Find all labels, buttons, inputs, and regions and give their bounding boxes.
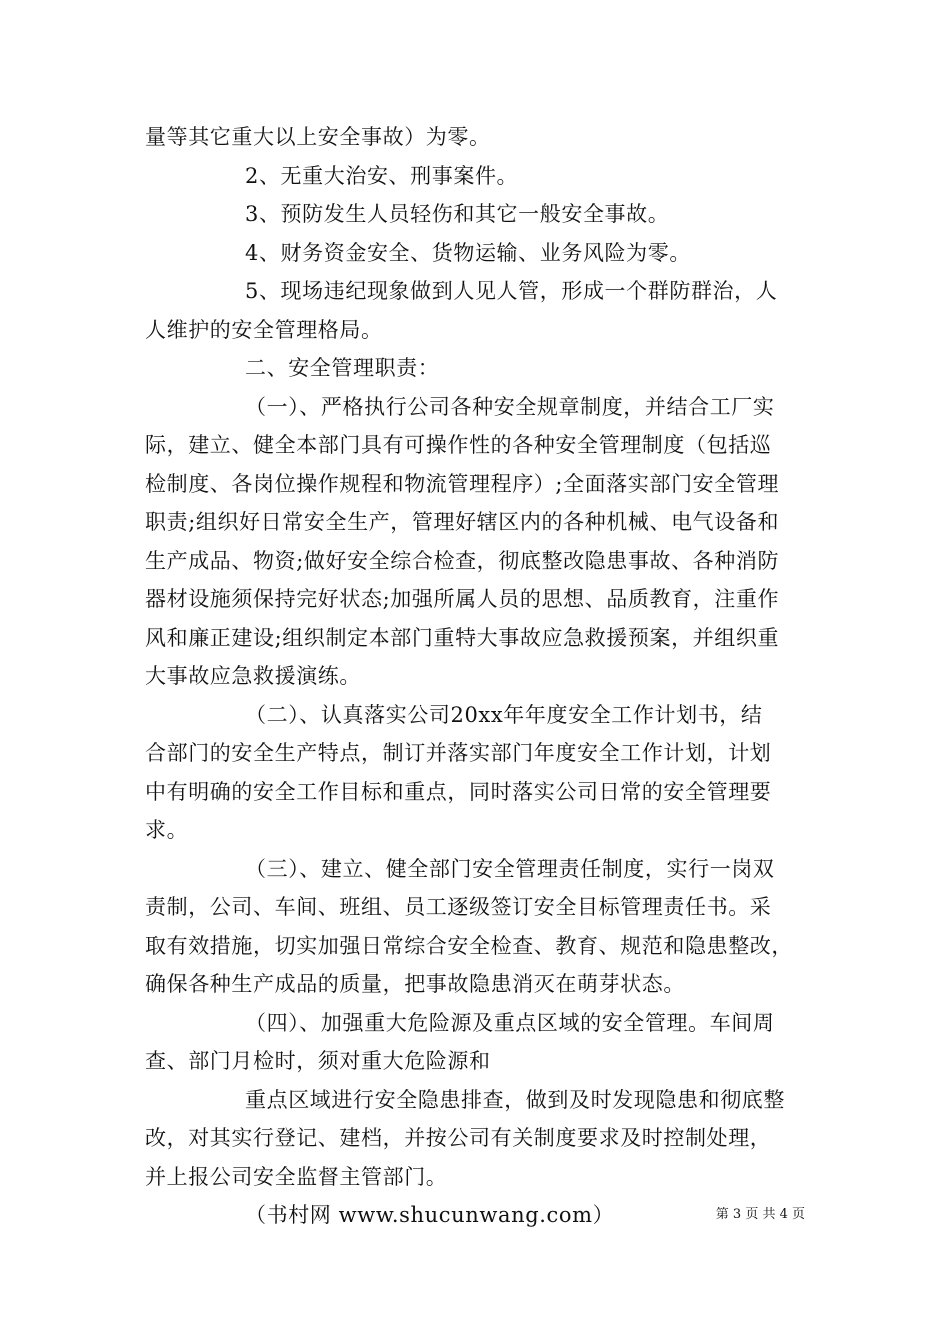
- text-line: 并上报公司安全监督主管部门。: [145, 1164, 448, 1189]
- text-line: 3、预防发生人员轻伤和其它一般安全事故。: [245, 202, 670, 226]
- text-line: 际，建立、健全本部门具有可操作性的各种安全管理制度（包括巡: [145, 433, 772, 457]
- text-line: 2、无重大治安、刑事案件。: [245, 163, 519, 188]
- text-line: （一）、严格执行公司各种安全规章制度，并结合工厂实: [245, 394, 775, 419]
- text-line: 检制度、各岗位操作规程和物流管理程序）;全面落实部门安全管理: [145, 471, 780, 496]
- text-line: 职责;组织好日常安全生产，管理好辖区内的各种机械、电气设备和: [145, 510, 780, 534]
- text-line: 人维护的安全管理格局。: [145, 317, 383, 342]
- text-line: 器材设施须保持完好状态;加强所属人员的思想、品质教育，注重作: [145, 587, 780, 611]
- text-line: 风和廉正建设;组织制定本部门重特大事故应急救援预案，并组织重: [145, 625, 780, 650]
- text-line: 确保各种生产成品的质量，把事故隐患消灭在萌芽状态。: [145, 972, 685, 996]
- text-line: 责制，公司、车间、班组、员工逐级签订安全目标管理责任书。采: [145, 895, 772, 919]
- text-line: （三）、建立、健全部门安全管理责任制度，实行一岗双: [245, 856, 775, 881]
- text-line: 4、财务资金安全、货物运输、业务风险为零。: [245, 240, 691, 265]
- text-line: 生产成品、物资;做好安全综合检查，彻底整改隐患事故、各种消防: [145, 548, 780, 573]
- text-line: 合部门的安全生产特点，制订并落实部门年度安全工作计划，计划: [145, 741, 772, 765]
- text-line: 量等其它重大以上安全事故）为零。: [145, 125, 491, 149]
- page-number: 第 3 页 共 4 页: [715, 1207, 805, 1222]
- source-line: （书村网 www.shucunwang.com）: [245, 1203, 615, 1227]
- text-line: 重点区域进行安全隐患排查，做到及时发现隐患和彻底整: [245, 1087, 785, 1112]
- text-line: （四）、加强重大危险源及重点区域的安全管理。车间周: [245, 1010, 775, 1035]
- document-body: [145, 118, 820, 1235]
- text-line: 取有效措施，切实加强日常综合安全检查、教育、规范和隐患整改，: [145, 933, 793, 958]
- section-heading: 二、安全管理职责：: [245, 356, 440, 380]
- text-line: 5、现场违纪现象做到人见人管，形成一个群防群治，人: [245, 279, 778, 303]
- text-line: 大事故应急救援演练。: [145, 664, 361, 688]
- text-line: 中有明确的安全工作目标和重点，同时落实公司日常的安全管理要: [145, 779, 772, 804]
- text-line: 查、部门月检时，须对重大危险源和: [145, 1049, 491, 1073]
- text-line: 改，对其实行登记、建档，并按公司有关制度要求及时控制处理，: [145, 1126, 772, 1150]
- text-line: （二）、认真落实公司20xx年年度安全工作计划书，结: [245, 702, 763, 727]
- text-line: 求。: [145, 818, 189, 842]
